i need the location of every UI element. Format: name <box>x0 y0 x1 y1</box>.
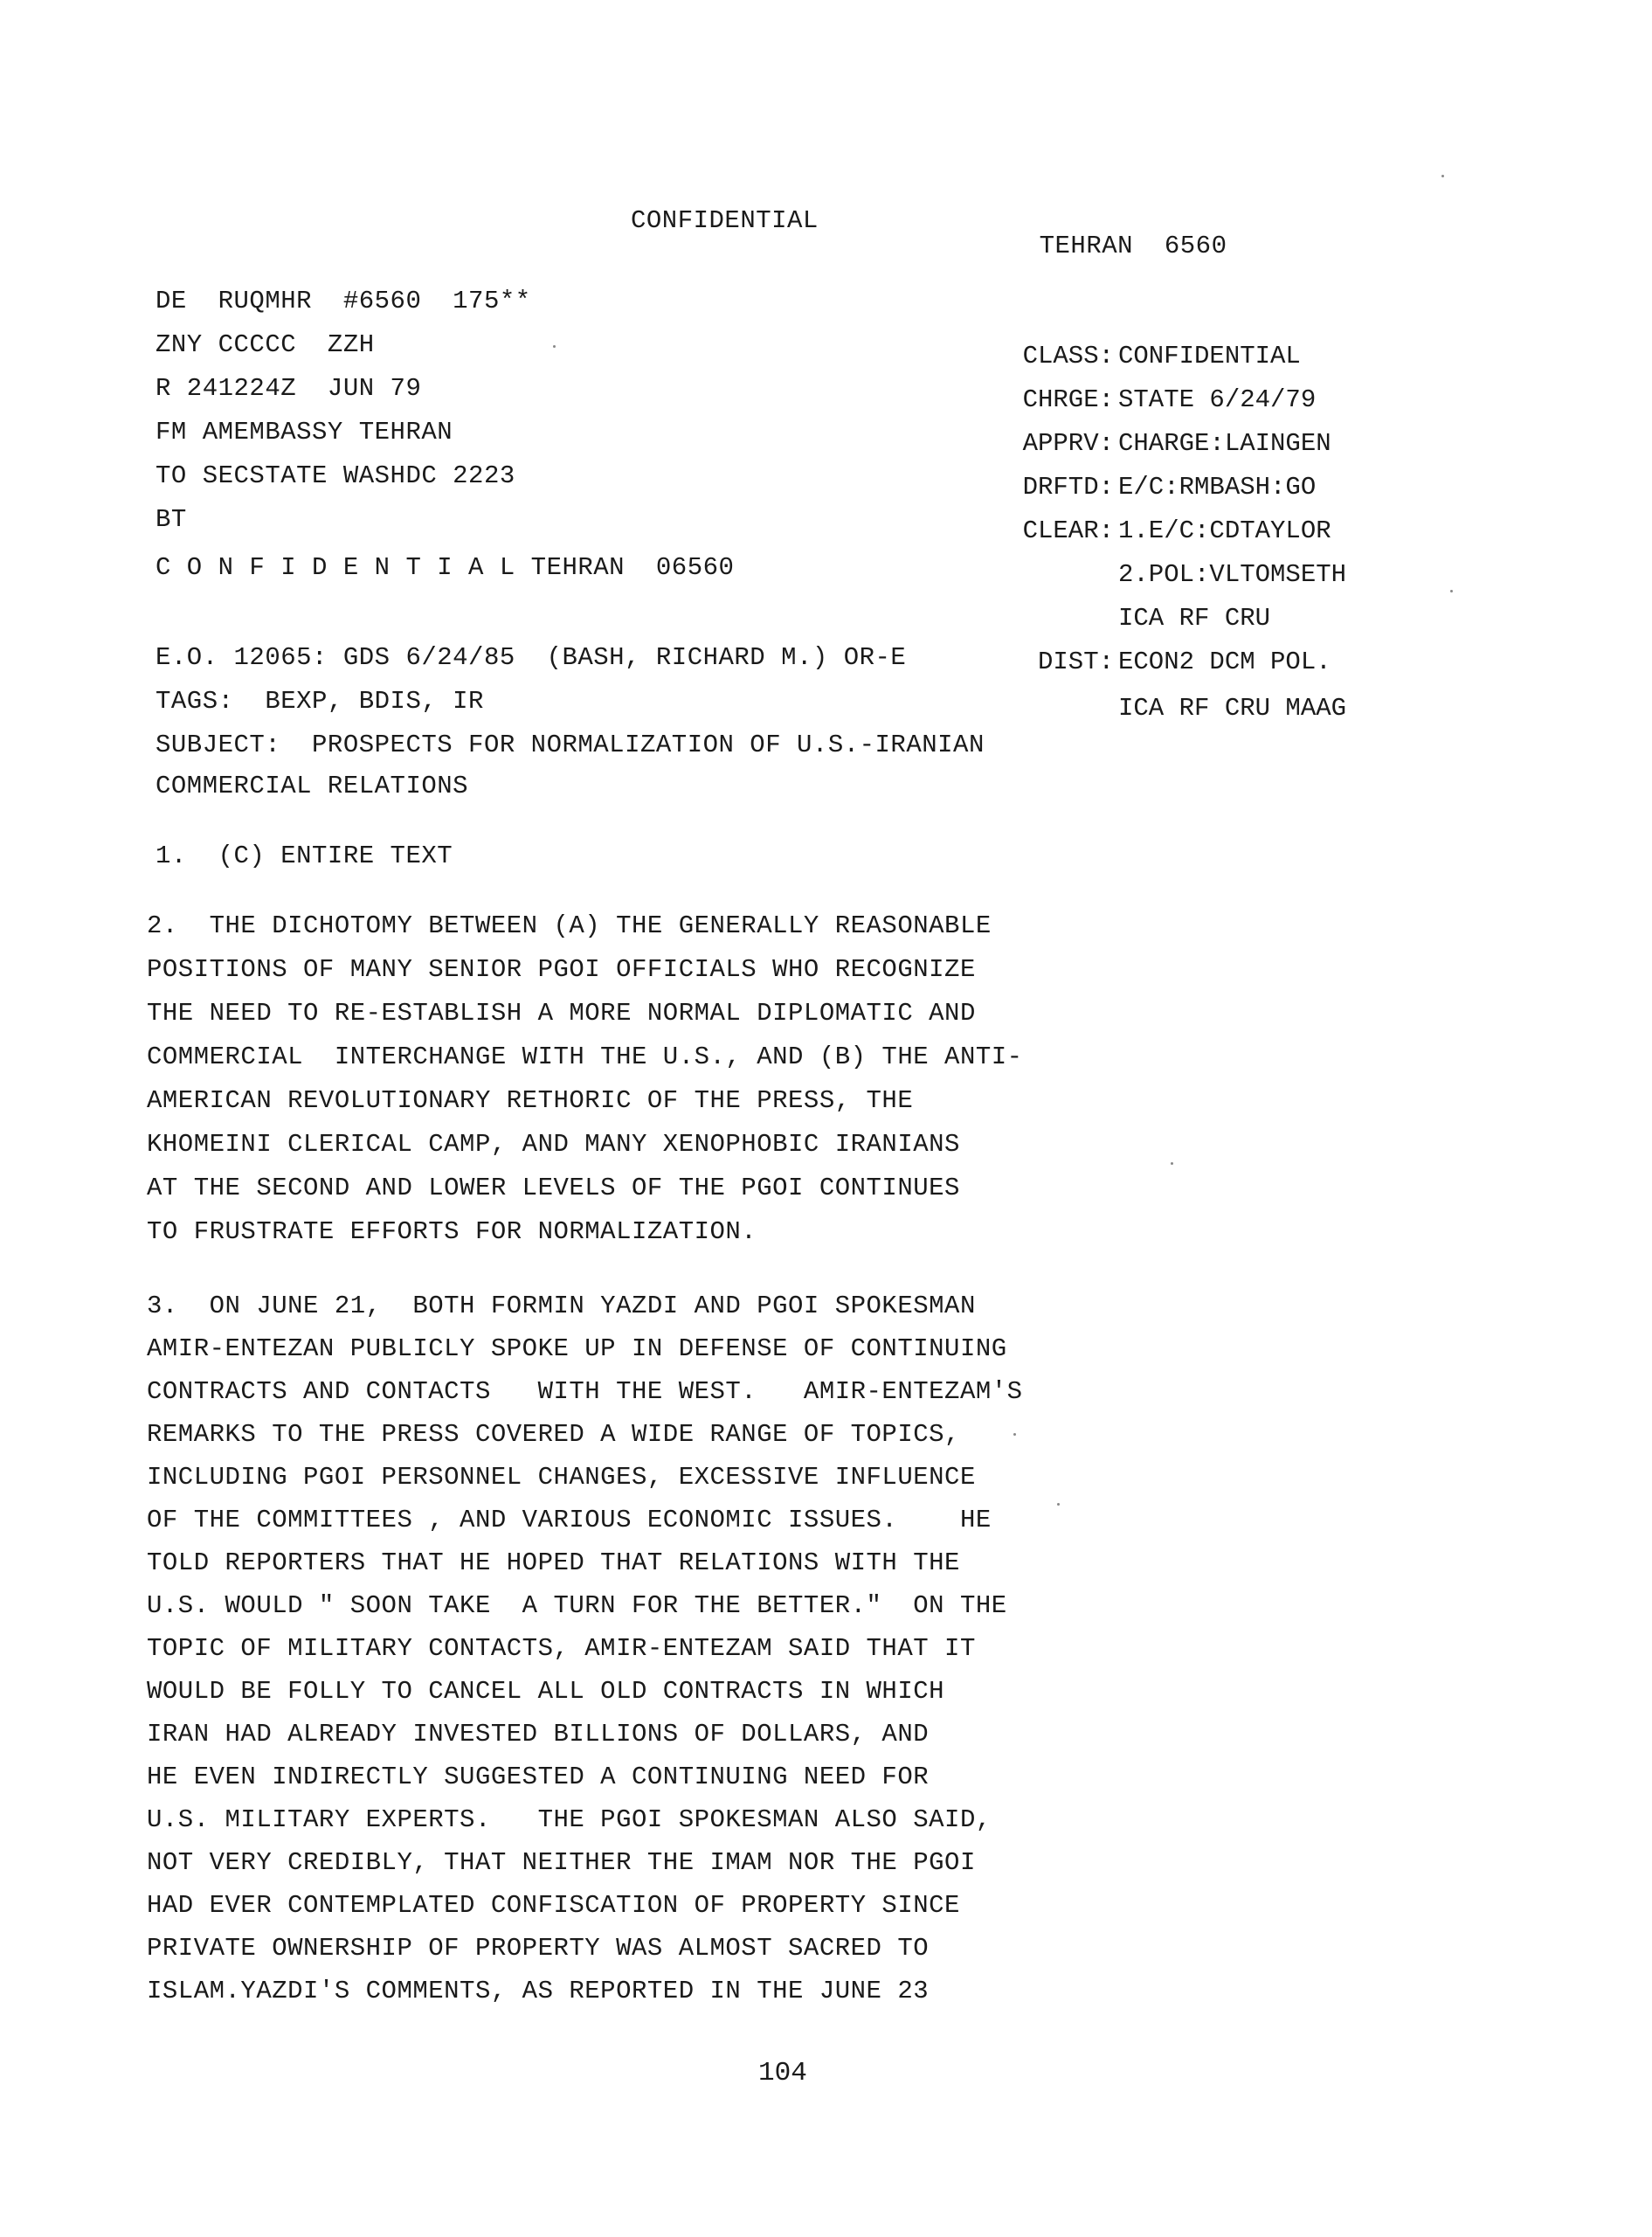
paragraph-3-line: HE EVEN INDIRECTLY SUGGESTED A CONTINUING NEED FOR <box>147 1763 930 1791</box>
paragraph-3-line: PRIVATE OWNERSHIP OF PROPERTY WAS ALMOST SACRED TO <box>147 1934 930 1963</box>
subject-line: SUBJECT: PROSPECTS FOR NORMALIZATION OF U.S.-IRANIAN <box>156 731 985 759</box>
header-classification: CONFIDENTIAL <box>631 206 819 235</box>
routing-value: STATE 6/24/79 <box>1118 385 1317 414</box>
paragraph-3-line: INCLUDING PGOI PERSONNEL CHANGES, EXCESSIVE INFLUENCE <box>147 1463 976 1492</box>
tags-line: TAGS: BEXP, BDIS, IR <box>156 687 484 716</box>
routing-label: CLASS: <box>1022 342 1114 371</box>
paragraph-2-line: COMMERCIAL INTERCHANGE WITH THE U.S., AND (B) THE ANTI- <box>147 1042 1023 1071</box>
routing-line: FM AMEMBASSY TEHRAN <box>156 418 453 447</box>
routing-value: ICA RF CRU MAAG <box>1118 694 1347 723</box>
paragraph-3-line: AMIR-ENTEZAN PUBLICLY SPOKE UP IN DEFENSE OF CONTINUING <box>147 1334 1007 1363</box>
routing-label: CHRGE: <box>1022 385 1114 414</box>
header-office: TEHRAN <box>1039 232 1134 260</box>
scan-speck <box>1013 1433 1016 1436</box>
routing-label: DRFTD: <box>1022 473 1114 502</box>
routing-line: ZNY CCCCC ZZH <box>156 330 375 359</box>
routing-label: CLEAR: <box>1022 516 1114 545</box>
scan-speck <box>1450 590 1453 592</box>
routing-value: CHARGE:LAINGEN <box>1118 429 1331 458</box>
routing-value: E/C:RMBASH:GO <box>1118 473 1317 502</box>
routing-value: CONFIDENTIAL <box>1118 342 1301 371</box>
header-number: 6560 <box>1164 232 1227 260</box>
paragraph-3-line: U.S. WOULD " SOON TAKE A TURN FOR THE BETTER." ON THE <box>147 1591 1007 1620</box>
paragraph-2-line: POSITIONS OF MANY SENIOR PGOI OFFICIALS WHO RECOGNIZE <box>147 955 976 984</box>
paragraph-3-line: ISLAM.YAZDI'S COMMENTS, AS REPORTED IN THE JUNE 23 <box>147 1977 930 2005</box>
paragraph-3-line: HAD EVER CONTEMPLATED CONFISCATION OF PROPERTY SINCE <box>147 1891 960 1920</box>
paragraph-3-line: IRAN HAD ALREADY INVESTED BILLIONS OF DOLLARS, AND <box>147 1720 930 1749</box>
paragraph-3-line: OF THE COMMITTEES , AND VARIOUS ECONOMIC ISSUES. HE <box>147 1506 992 1534</box>
paragraph-3-line: U.S. MILITARY EXPERTS. THE PGOI SPOKESMAN ALSO SAID, <box>147 1805 992 1834</box>
header-office-number <box>977 208 1227 284</box>
paragraph-3-line: TOPIC OF MILITARY CONTACTS, AMIR-ENTEZAM SAID THAT IT <box>147 1634 976 1663</box>
paragraph-2-line: KHOMEINI CLERICAL CAMP, AND MANY XENOPHOBIC IRANIANS <box>147 1130 960 1159</box>
paragraph-2-line: AT THE SECOND AND LOWER LEVELS OF THE PGOI CONTINUES <box>147 1174 960 1202</box>
paragraph-3-line: CONTRACTS AND CONTACTS WITH THE WEST. AMIR-ENTEZAM'S <box>147 1377 1023 1406</box>
routing-value: ECON2 DCM POL. <box>1118 648 1331 676</box>
routing-value: 1.E/C:CDTAYLOR <box>1118 516 1331 545</box>
paragraph-2-line: THE NEED TO RE-ESTABLISH A MORE NORMAL DIPLOMATIC AND <box>147 999 976 1028</box>
scan-speck <box>1171 1162 1173 1165</box>
routing-line: DE RUQMHR #6560 175** <box>156 287 531 315</box>
routing-line: BT <box>156 505 187 534</box>
paragraph-3-line: TOLD REPORTERS THAT HE HOPED THAT RELATIONS WITH THE <box>147 1548 960 1577</box>
routing-value: ICA RF CRU <box>1118 604 1271 633</box>
routing-label: APPRV: <box>1022 429 1114 458</box>
paragraph-3-line: 3. ON JUNE 21, BOTH FORMIN YAZDI AND PGOI SPOKESMAN <box>147 1292 976 1320</box>
subject-line: COMMERCIAL RELATIONS <box>156 772 469 800</box>
routing-label: DIST: <box>1037 648 1114 676</box>
paragraph-3-line: WOULD BE FOLLY TO CANCEL ALL OLD CONTRACTS IN WHICH <box>147 1677 945 1706</box>
paragraph-3-line: NOT VERY CREDIBLY, THAT NEITHER THE IMAM NOR THE PGOI <box>147 1848 976 1877</box>
routing-value: 2.POL:VLTOMSETH <box>1118 560 1347 589</box>
routing-line: C O N F I D E N T I A L TEHRAN 06560 <box>156 553 735 582</box>
routing-line: TO SECSTATE WASHDC 2223 <box>156 461 515 490</box>
scan-speck <box>1441 175 1444 177</box>
page-number: 104 <box>758 2058 807 2088</box>
eo-line: E.O. 12065: GDS 6/24/85 (BASH, RICHARD M.) OR-E <box>156 643 907 672</box>
paragraph-2-line: 2. THE DICHOTOMY BETWEEN (A) THE GENERALLY REASONABLE <box>147 911 992 940</box>
routing-line: R 241224Z JUN 79 <box>156 374 422 403</box>
paragraph-1: 1. (C) ENTIRE TEXT <box>156 841 453 870</box>
paragraph-2-line: AMERICAN REVOLUTIONARY RETHORIC OF THE PRESS, THE <box>147 1086 914 1115</box>
scan-speck <box>1057 1503 1060 1506</box>
scan-speck <box>553 345 556 348</box>
paragraph-2-line: TO FRUSTRATE EFFORTS FOR NORMALIZATION. <box>147 1217 757 1246</box>
paragraph-3-line: REMARKS TO THE PRESS COVERED A WIDE RANGE OF TOPICS, <box>147 1420 960 1449</box>
